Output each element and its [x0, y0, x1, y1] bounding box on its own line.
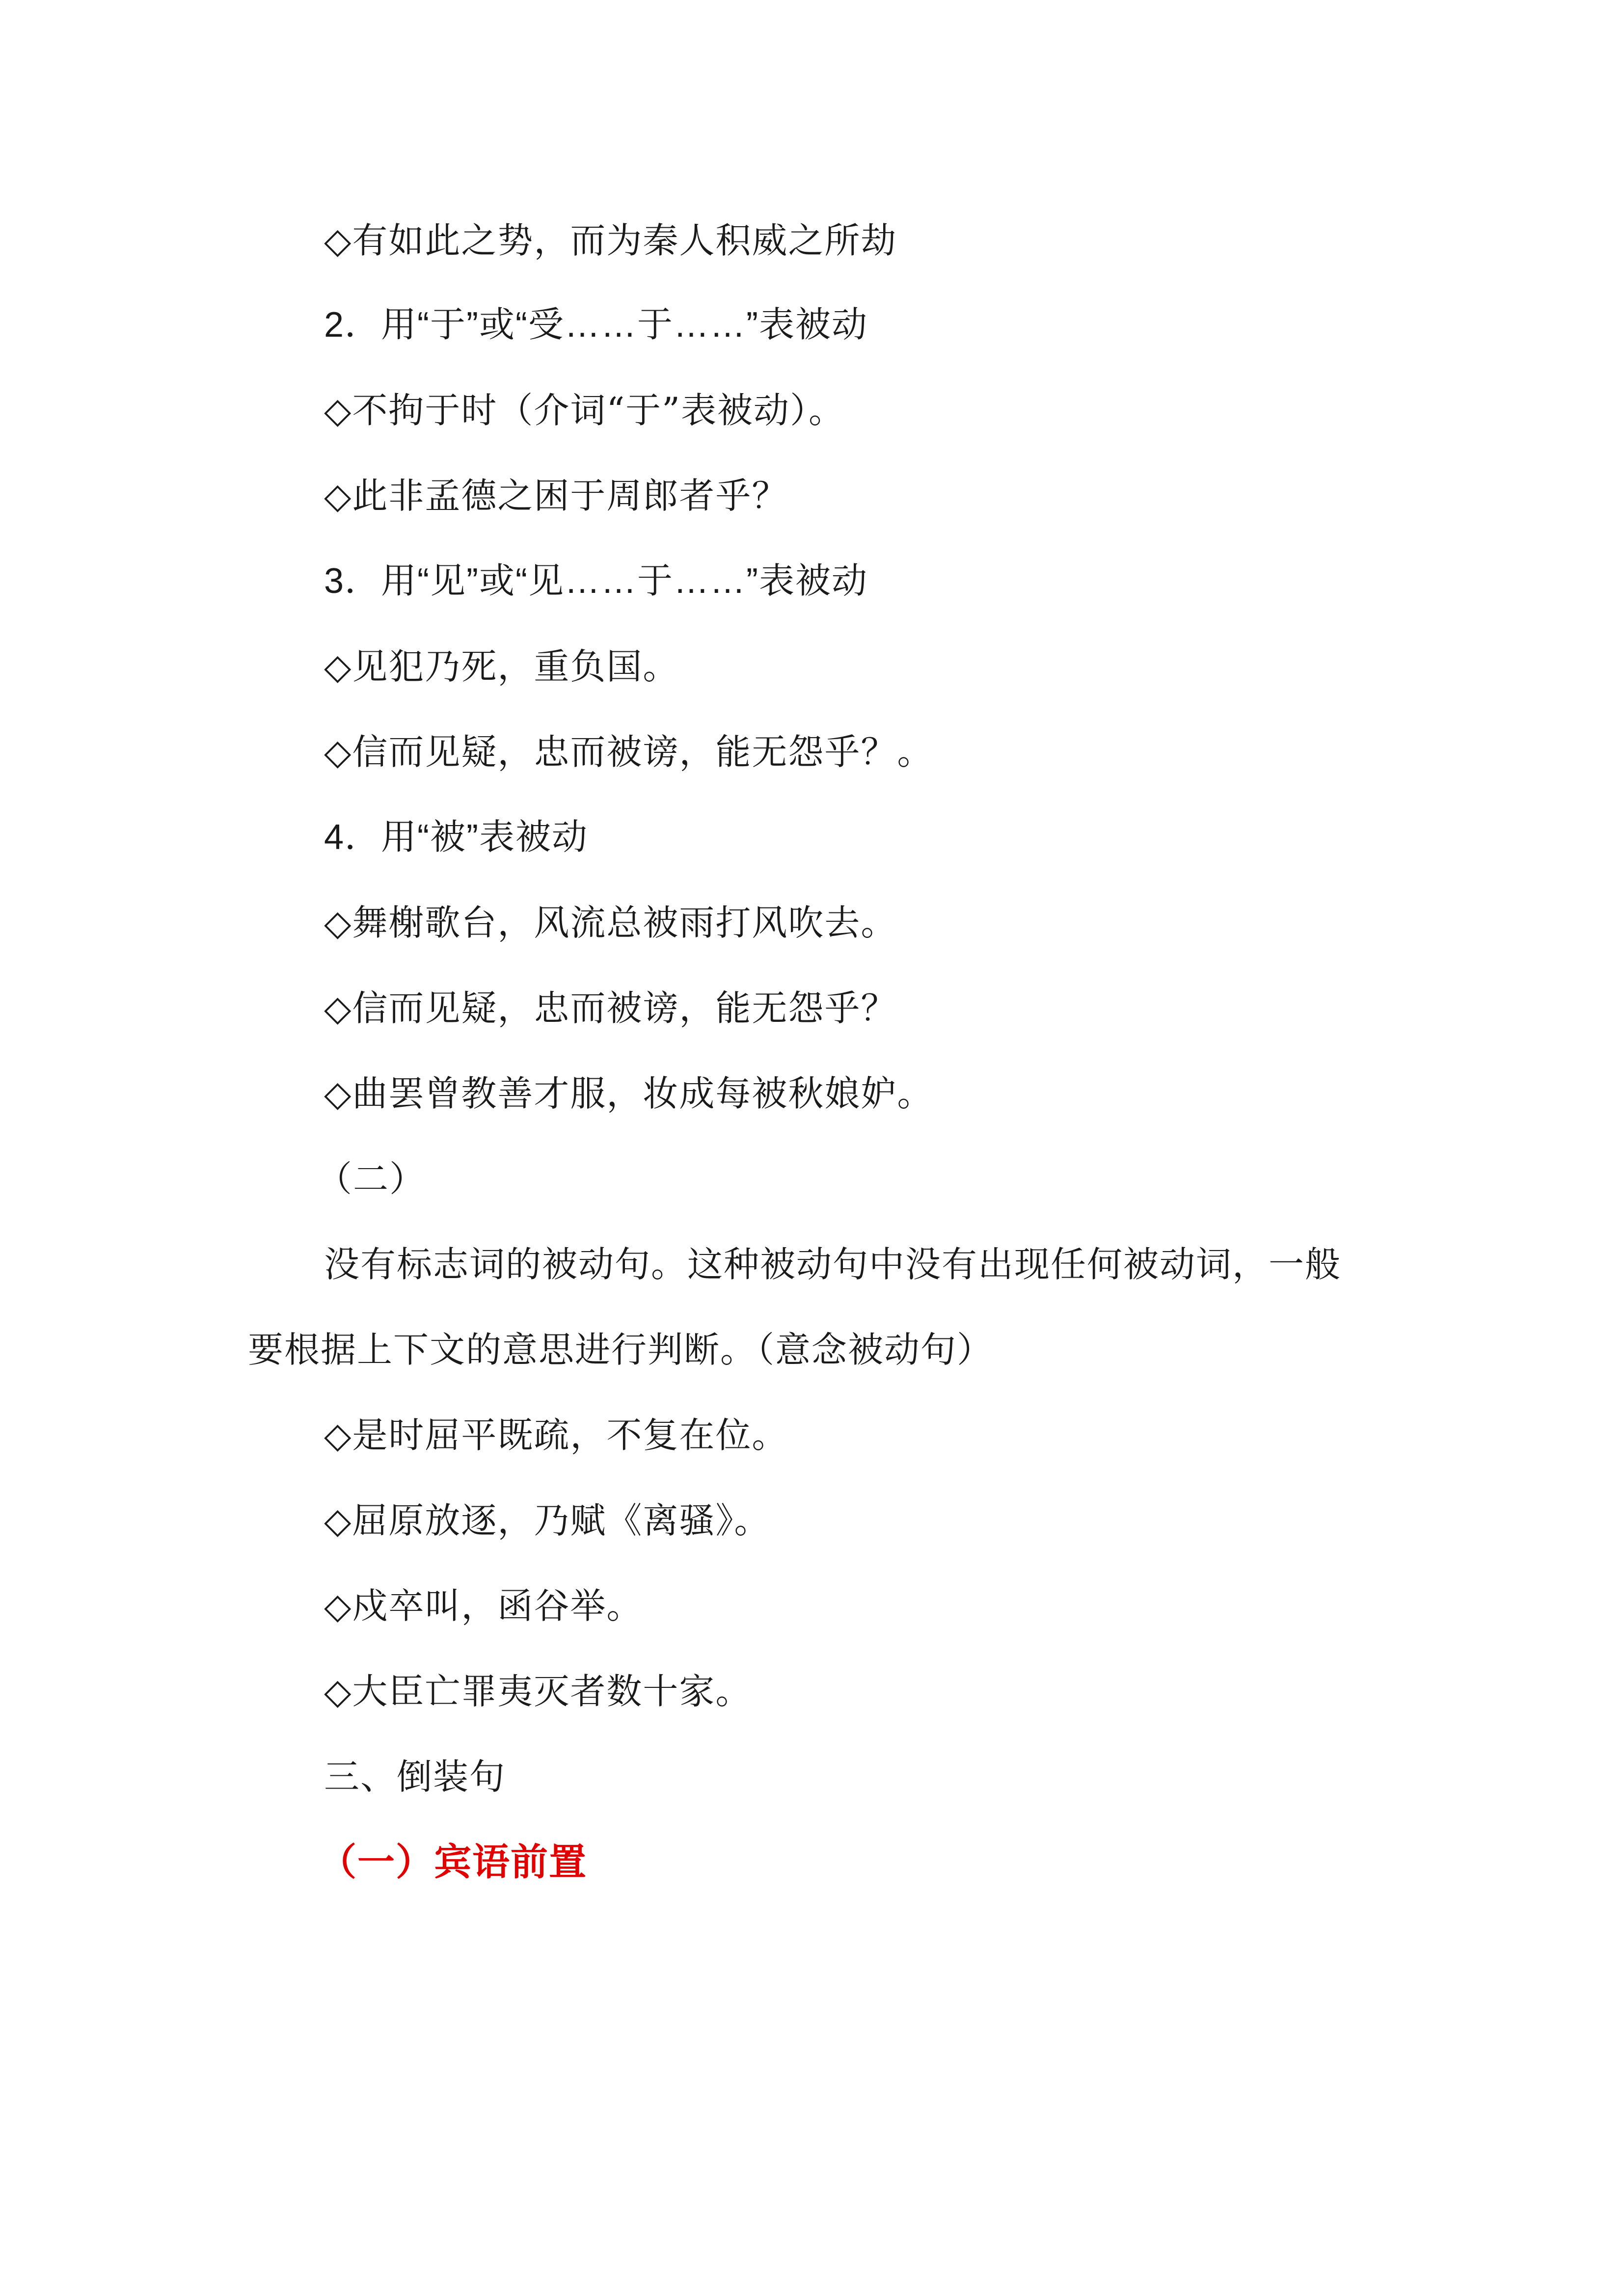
example-line: ◇曲罢曾教善才服，妆成每被秋娘妒。 [324, 1073, 934, 1114]
example-line: ◇有如此之势，而为秦人积威之所劫 [324, 220, 897, 261]
example-line: ◇此非孟德之困于周郎者乎？ [324, 475, 788, 516]
section-heading-2: 2．用“于”或“受……于……”表被动 [324, 305, 868, 345]
example-line: ◇不拘于时（介词“于”表被动）。 [324, 390, 845, 431]
subsection-marker: （二） [317, 1158, 426, 1200]
section-heading-4: 4．用“被”表被动 [324, 818, 588, 857]
example-line: ◇信而见疑，忠而被谤，能无怨乎？ [324, 988, 897, 1029]
example-line: ◇屈原放逐，乃赋《离骚》。 [324, 1500, 771, 1541]
section-heading-3: 3．用“见”或“见……于……”表被动 [324, 561, 868, 601]
section-heading-three: 三、倒装句 [324, 1756, 506, 1797]
example-line: ◇是时屈平既疏，不复在位。 [324, 1415, 788, 1456]
example-line: ◇见犯乃死，重负国。 [324, 646, 679, 687]
example-line: ◇舞榭歌台，风流总被雨打风吹去。 [324, 902, 897, 943]
example-line: ◇大臣亡罪夷灭者数十家。 [324, 1671, 752, 1712]
paragraph-line-1: 没有标志词的被动句。这种被动句中没有出现任何被动词，一般 [324, 1244, 1342, 1285]
example-line: ◇戍卒叫，函谷举。 [324, 1585, 643, 1627]
paragraph-line-2: 要根据上下文的意思进行判断。（意念被动句） [248, 1329, 994, 1370]
example-line: ◇信而见疑，忠而被谤，能无怨乎？。 [324, 731, 934, 773]
red-subheading: （一）宾语前置 [319, 1840, 587, 1884]
